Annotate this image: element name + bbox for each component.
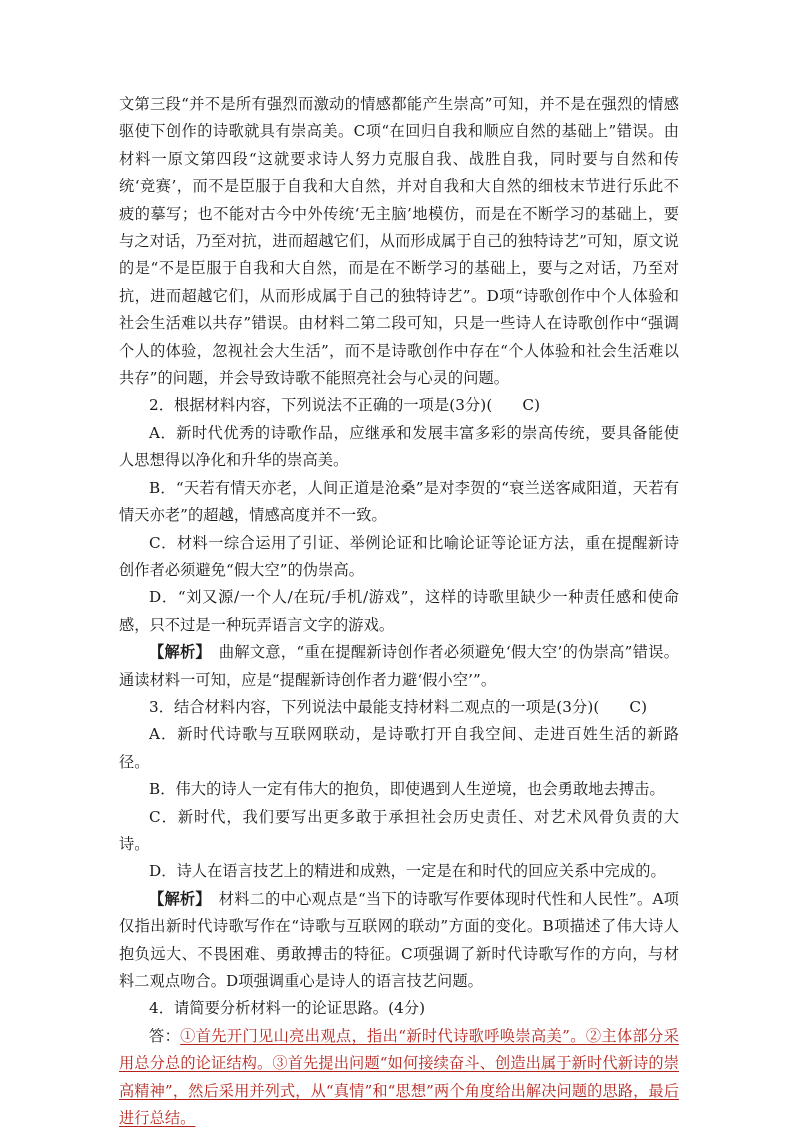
question-3-option-a: A．新时代诗歌与互联网联动，是诗歌打开自我空间、走进百姓生活的新路径。 (119, 725, 679, 771)
question-3-option-c: C．新时代，我们要写出更多敢于承担社会历史责任、对艺术风骨负责的大诗。 (119, 807, 679, 853)
question-2-analysis-tag: 【解析】 (149, 643, 204, 662)
question-2-stem-text: 2．根据材料内容，下列说法不正确的一项是(3分)( (149, 396, 493, 415)
question-3-option-d: D．诗人在语言技艺上的精进和成熟，一定是在和时代的回应关系中完成的。 (149, 862, 666, 881)
question-4-answer-label: 答： (149, 1026, 181, 1045)
question-4-stem: 4．请简要分析材料一的论证思路。(4分) (149, 999, 426, 1018)
question-3-option-b: B．伟大的诗人一定有伟大的抱负，即使遇到人生逆境，也会勇敢地去搏击。 (149, 780, 665, 799)
analysis-continuation-paragraph: 文第三段“并不是所有强烈而激动的情感都能产生崇高”可知，并不是在强烈的情感驱使下创作的诗歌就具有崇高美。C项“在回归自我和顺应自然的基础上”错误。由材料一原文第四段“这就要求诗人努力克服自我、战胜自我，同时要与自然和传统‘竞赛’，而不是臣服于自我和大自然，并对自我和大自然的细枝末节进行乐此不疲的摹写；也不能对古今中外传统‘无主脑’地模仿，而是在不断学习的基础上，要与之对话，乃至对抗，进而超越它们，从而形成属于自己的独特诗艺”可知，原文说的是“不是臣服于自我和大自然，而是在不断学习的基础上，要与之对话，乃至对抗，进而超越它们，从而形成属于自己的独特诗艺”。D项“诗歌创作中个人体验和社会生活难以共存”错误。由材料二第二段可知，只是一些诗人在诗歌创作中“强调个人的体验，忽视社会大生活”，而不是诗歌创作中存在“个人体验和社会生活难以共存”的问题，并会导致诗歌不能照亮社会与心灵的问题。 (119, 95, 679, 388)
question-4-answer-block (119, 1023, 679, 1132)
question-2-analysis (119, 639, 679, 694)
question-3-answer: C (629, 697, 642, 716)
question-3-stem (119, 694, 679, 721)
question-2-option-b: B．“天若有情天亦老，人间正道是沧桑”是对李贺的“衰兰送客咸阳道，天若有情天亦老”的超越，情感高度并不一致。 (119, 478, 679, 525)
question-2-answer: C (522, 396, 535, 415)
question-2-option-d: D．“刘又源/一个人/在玩/手机/游戏”，这样的诗歌里缺少一种责任感和使命感，只不过是一种玩弄语言文字的游戏。 (119, 588, 679, 634)
question-2-analysis-text: 曲解文意，“重在提醒新诗创作者必须避免‘假大空’的伪崇高”错误。通读材料一可知，应是“提醒新诗创作者力避‘假小空’”。 (119, 643, 679, 689)
question-3 (119, 694, 679, 995)
question-2-option-c: C．材料一综合运用了引证、举例论证和比喻论证等论证方法，重在提醒新诗创作者必须避免“假大空”的伪崇高。 (119, 533, 679, 579)
question-4 (119, 995, 679, 1132)
question-3-close: ) (641, 697, 648, 716)
question-3-analysis (119, 886, 679, 996)
question-3-analysis-tag: 【解析】 (149, 889, 204, 908)
question-3-analysis-text: 材料二的中心观点是“当下的诗歌写作要体现时代性和人民性”。A项仅指出新时代诗歌写作在“诗歌与互联网的联动”方面的变化。B项描述了伟大诗人抱负远大、不畏困难、勇敢搏击的特征。C项强调了新时代诗歌写作的方向，与材料二观点吻合。D项强调重心是诗人的语言技艺问题。 (119, 889, 679, 990)
question-2-option-a: A．新时代优秀的诗歌作品，应继承和发展丰富多彩的崇高传统，要具备能使人思想得以净化和升华的崇高美。 (119, 423, 679, 470)
question-4-answer-text: ①首先开门见山亮出观点，指出“新时代诗歌呼唤崇高美”。②主体部分采用总分总的论证结构。③首先提出问题“如何接续奋斗、创造出属于新时代新诗的崇高精神”，然后采用并列式，从“真情”和“思想”两个角度给出解决问题的思路，最后进行总结。 (119, 1026, 679, 1128)
question-2-stem (119, 392, 679, 419)
question-2-close: ) (534, 396, 541, 415)
question-3-stem-text: 3．结合材料内容，下列说法中最能支持材料二观点的一项是(3分)( (149, 697, 600, 716)
document-body (119, 91, 679, 1132)
question-2 (119, 392, 679, 693)
